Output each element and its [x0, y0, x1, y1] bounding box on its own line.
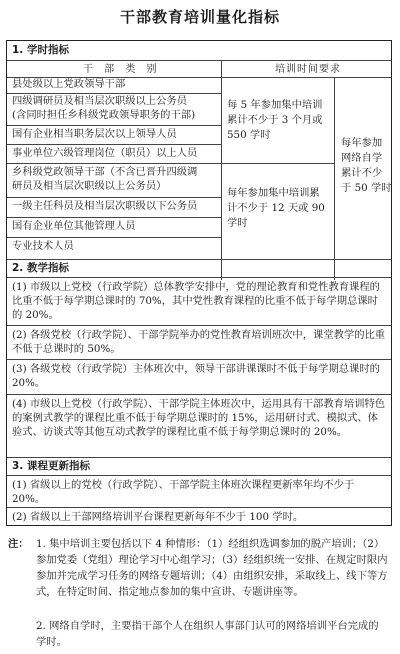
category-row: 乡科级党政领导干部（不含已晋升四级调 — [12, 166, 198, 178]
requirement-line: 累计不少于 3 个月或 — [227, 114, 323, 126]
category-row: 一级主任科员及相当层次职级以下公务员 — [12, 200, 198, 212]
rule — [7, 163, 334, 164]
online-requirement-line: 网络自学 — [341, 152, 383, 164]
teaching-indicator: (4) 市级以上党校（行政学院）、干部学院主体班次中，运用具有干部教育培训特色的案例式教学的课程比重不低于每学期总课时的 15%，运用研讨式、模拟式、体验式、访谈式等其他互动式教学的课程比重不低于每学期总课时的 20%。 — [12, 398, 386, 439]
section3-heading: 3. 课程更新指标 — [12, 460, 90, 472]
online-requirement-line: 累计不少 — [341, 167, 383, 179]
notes-label: 注： — [8, 538, 29, 550]
note-item: 1. 集中培训主要包括以下 4 种情形：（1）经组织选调参加的脱产培训；（2）参加党委（党组）理论学习中心组学习；（3）经组织统一安排、在规定时限内参加并完成学习任务的网络专题培训；（4）由组织安排，采取线上、线下等方式，在特定时间、指定地点参加的集中宣讲、专题讲座等。 — [36, 538, 388, 598]
teaching-indicator: (1) 市级以上党校（行政学院）总体教学安排中，党的理论教育和党性教育课程的比重不低于每学期总课时的 70%，其中党性教育课程的比重不低于每学期总课时的 20%。 — [12, 281, 380, 322]
requirement-line: 计不少于 12 天或 90 — [227, 202, 325, 214]
category-row: 四级调研员及相当层次职级以上公务员 — [12, 95, 188, 107]
rule — [7, 60, 391, 61]
category-row: 国有企业相当职务层次以上领导人员 — [12, 128, 177, 140]
category-row: 研员及相当层次职级以上公务员） — [12, 180, 167, 192]
teaching-indicator: (3) 各级党校（行政学院）主体班次中，领导干部讲课课时不低于每学期总课时的 20%。 — [12, 363, 380, 390]
category-row: 专业技术人员 — [12, 240, 74, 252]
column-divider — [334, 77, 335, 280]
course-update-indicator: (2) 省级以上干部网络培训平台课程更新每年不少于 100 学时。 — [12, 511, 304, 523]
column-divider — [221, 60, 222, 280]
rule — [7, 144, 221, 145]
teaching-indicator: (2) 各级党校（行政学院）、干部学院举办的党性教育培训班次中，课堂教学的比重不低于总课时的 50%。 — [12, 329, 386, 356]
course-update-indicator: (1) 省级以上的党校（行政学院）、干部学院主体班次课程更新率年均不少于 20%。 — [12, 479, 355, 506]
rule — [7, 277, 391, 278]
rule — [7, 237, 221, 238]
rule — [7, 325, 391, 326]
column-header-category: 干 部 类 别 — [83, 64, 161, 75]
rule — [7, 93, 221, 94]
rule — [7, 197, 221, 198]
document-title: 干部教育培训量化指标 — [119, 8, 280, 26]
requirement-line: 学时 — [227, 217, 248, 229]
section1-heading: 1. 学时指标 — [12, 44, 69, 56]
rule — [7, 394, 391, 395]
category-row: (含同时担任乡科级党政领导职务的干部) — [12, 109, 196, 121]
note-item: 2. 网络自学时，主要指干部个人在组织人事部门认可的网络培训平台完成的学时。 — [36, 620, 379, 648]
category-row: 国有企业单位其他管理人员 — [12, 220, 136, 232]
column-header-requirement: 培训时间要求 — [275, 64, 341, 75]
requirement-line: 550 学时 — [227, 129, 271, 141]
rule — [7, 457, 391, 458]
rule — [7, 359, 391, 360]
rule — [7, 259, 391, 260]
requirement-line: 每 5 年参加集中培训 — [227, 99, 323, 111]
category-row: 事业单位六级管理岗位（职员）以上人员 — [12, 147, 198, 159]
indicator-table — [6, 40, 392, 526]
rule — [7, 507, 391, 508]
rule — [7, 475, 391, 476]
section2-heading: 2. 教学指标 — [12, 262, 69, 274]
rule — [7, 217, 221, 218]
online-requirement-line: 每年参加 — [341, 137, 383, 149]
online-requirement-line: 于 50 学时 — [341, 182, 392, 194]
requirement-line: 每年参加集中培训累 — [227, 187, 320, 199]
category-row: 县处级以上党政领导干部 — [12, 78, 126, 90]
rule — [7, 125, 221, 126]
